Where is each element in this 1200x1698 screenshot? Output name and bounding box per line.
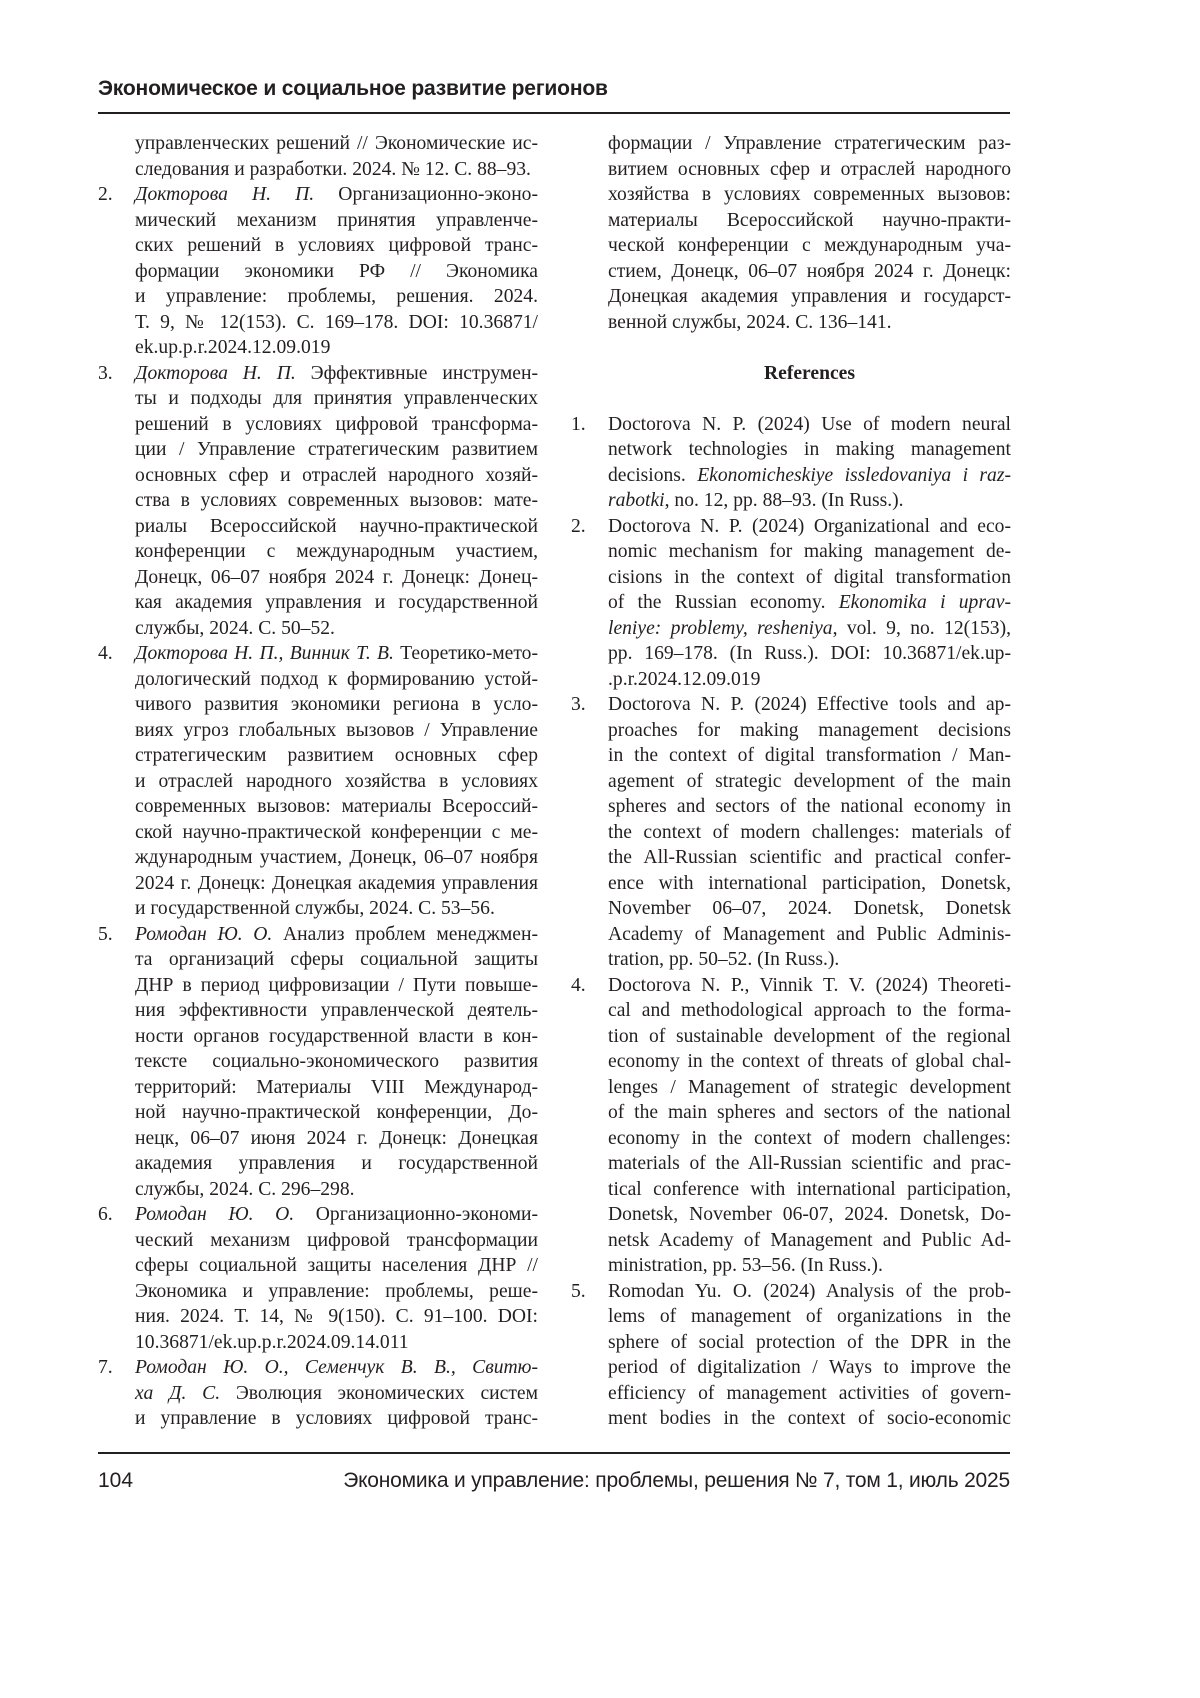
text-segment: nomic mechanism for making management de- (608, 541, 1011, 562)
text-segment: Донецкая академия управления и государст- (608, 286, 1011, 307)
reference-text (135, 922, 538, 1203)
text-segment: Doctorova N. P., Vinnik T. V. (2024) Theoreti- (608, 974, 1011, 996)
text-segment: tical conference with international participation, (608, 1178, 1011, 1200)
text-segment: netsk Academy of Management and Public Ad- (608, 1229, 1011, 1251)
text-segment: ности органов государственной власти в кон- (135, 1025, 538, 1047)
text-line (135, 1228, 538, 1254)
text-line (135, 998, 538, 1024)
reference-text (608, 973, 1011, 1279)
text-line (135, 463, 538, 489)
text-segment: of the main spheres and sectors of the national (608, 1102, 1011, 1123)
footer-divider (98, 1452, 1010, 1454)
text-segment: стием, Донецк, 06–07 ноября 2024 г. Донецк: (608, 260, 1011, 282)
text-segment: службы, 2024. С. 50–52. (135, 617, 335, 639)
text-line (135, 718, 538, 744)
text-segment: сферы социальной защиты населения ДНР // (135, 1255, 538, 1276)
text-segment: конференции с международным участием, (135, 541, 538, 562)
reference-number: 6. (98, 1204, 113, 1225)
text-segment: основных сфер и отраслей народного хозяй- (135, 464, 538, 486)
text-segment: , vol. 9, no. 12(153), (832, 617, 1011, 639)
text-line (135, 488, 538, 514)
text-segment: Организационно-эконо- (314, 184, 538, 205)
reference-entry (98, 182, 538, 361)
text-line (608, 922, 1011, 948)
text-line (135, 590, 538, 616)
text-line (135, 769, 538, 795)
text-line (608, 820, 1011, 846)
text-segment: Donetsk, November 06-07, 2024. Donetsk, Do- (608, 1204, 1011, 1225)
text-segment: ek.up.p.r.2024.12.09.019 (135, 337, 331, 358)
text-line (608, 667, 1011, 693)
text-line (135, 1151, 538, 1177)
text-segment: Т. 9, № 12(153). С. 169–178. DOI: 10.36871/ (135, 311, 538, 333)
text-segment: spheres and sectors of the national economy in (608, 796, 1011, 817)
text-line (608, 1355, 1011, 1381)
text-segment: витием основных сфер и отраслей народного (608, 158, 1011, 180)
text-segment: Анализ проблем менеджмен- (272, 923, 538, 945)
italic-author-or-title: Докторова Н. П. (135, 362, 296, 384)
italic-author-or-title: ха Д. С. (135, 1382, 221, 1404)
text-segment: ческой конференции с международным уча- (608, 235, 1011, 256)
text-line (608, 1279, 1011, 1305)
reference-entry (571, 973, 1011, 1279)
text-segment: решений в условиях цифровой трансформа- (135, 413, 538, 435)
text-segment: и отраслей народного хозяйства в условиях (135, 770, 538, 792)
text-line (608, 284, 1011, 310)
reference-entry (98, 1202, 538, 1355)
text-segment: службы, 2024. С. 296–298. (135, 1178, 355, 1200)
italic-author-or-title: Ромодан Ю. О., Семенчук В. В., Свитю- (135, 1357, 538, 1378)
text-segment: lenges / Management of strategic development (608, 1076, 1011, 1098)
reference-list (98, 182, 538, 1432)
reference-number: 3. (571, 694, 586, 715)
text-segment: ты и подходы для принятия управленческих (135, 388, 538, 409)
reference-entry (98, 1355, 538, 1432)
reference-entry (571, 692, 1011, 973)
text-line (608, 973, 1011, 999)
text-segment: ческий механизм цифровой трансформации (135, 1229, 538, 1251)
text-line (135, 845, 538, 871)
reference-text (135, 182, 538, 361)
text-line (135, 1075, 538, 1101)
text-segment: efficiency of management activities of govern- (608, 1382, 1011, 1404)
text-line (135, 514, 538, 540)
text-segment: sphere of social protection of the DPR in the (608, 1331, 1011, 1353)
right-column (571, 131, 1011, 1432)
reference-text (135, 361, 538, 642)
text-line (608, 1253, 1011, 1279)
text-segment: управленческих решений // Экономические ис- (135, 133, 538, 154)
text-line (608, 1330, 1011, 1356)
text-segment: академия управления и государственной (135, 1153, 538, 1174)
text-line (135, 616, 538, 642)
reference-continuation (571, 131, 1011, 335)
text-line (608, 1024, 1011, 1050)
text-line (608, 769, 1011, 795)
text-line (135, 284, 538, 310)
text-segment: tion of sustainable development of the regional (608, 1025, 1011, 1047)
text-line (135, 1355, 538, 1381)
text-line (608, 131, 1011, 157)
text-line (608, 488, 1011, 514)
reference-text (135, 1202, 538, 1355)
reference-text (135, 131, 538, 182)
reference-entry (98, 641, 538, 922)
text-line (608, 539, 1011, 565)
text-segment: хозяйства в условиях современных вызовов: (608, 184, 1011, 205)
text-line (135, 1279, 538, 1305)
text-segment: agement of strategic development of the main (608, 770, 1011, 792)
reference-number: 1. (571, 413, 586, 435)
text-line (608, 233, 1011, 259)
text-segment: дологический подход к формированию устой- (135, 668, 538, 690)
text-segment: венной службы, 2024. С. 136–141. (608, 311, 892, 333)
text-segment: материалы Всероссийской научно-практи- (608, 209, 1011, 231)
text-segment: та организаций сферы социальной защиты (135, 949, 538, 970)
text-line (608, 998, 1011, 1024)
text-line (135, 437, 538, 463)
text-line (135, 157, 538, 183)
reference-number: 3. (98, 362, 113, 384)
italic-author-or-title: Ekonomicheskiye issledovaniya i raz- (697, 464, 1011, 486)
text-line (135, 233, 538, 259)
text-segment: Romodan Yu. O. (2024) Analysis of the prob- (608, 1280, 1011, 1302)
text-segment: proaches for making management decisions (608, 719, 1011, 741)
text-segment: следования и разработки. 2024. № 12. С. 88–93. (135, 158, 531, 180)
text-line (608, 514, 1011, 540)
text-line (135, 1126, 538, 1152)
text-line (135, 641, 538, 667)
text-segment: , no. 12, pp. 88–93. (In Russ.). (664, 490, 904, 511)
text-segment: Doctorova N. P. (2024) Organizational and eco- (608, 515, 1011, 537)
reference-text (608, 131, 1011, 335)
text-segment: in the context of digital transformation / Man- (608, 745, 1011, 766)
text-line (608, 259, 1011, 285)
text-segment: ной научно-практической конференции, До- (135, 1102, 538, 1123)
reference-continuation (98, 131, 538, 182)
text-line (135, 1304, 538, 1330)
running-head-title: Экономическое и социальное развитие регионов (98, 76, 608, 100)
journal-info: Экономика и управление: проблемы, решения № 7, том 1, июль 2025 (343, 1469, 1010, 1492)
reference-number: 4. (98, 643, 113, 664)
text-line (135, 361, 538, 387)
text-line (135, 794, 538, 820)
text-line (608, 947, 1011, 973)
text-line (608, 845, 1011, 871)
text-line (608, 590, 1011, 616)
text-segment: Academy of Management and Public Adminis- (608, 923, 1011, 945)
reference-entry (98, 361, 538, 642)
text-line (608, 1126, 1011, 1152)
text-line (608, 208, 1011, 234)
italic-author-or-title: Ромодан Ю. О. (135, 923, 273, 945)
text-line (135, 1406, 538, 1432)
text-line (135, 820, 538, 846)
text-segment: the All-Russian scientific and practical confer- (608, 847, 1011, 868)
text-segment: Эффективные инструмен- (295, 362, 538, 384)
text-line (135, 896, 538, 922)
text-segment: кая академия управления и государственной (135, 592, 538, 613)
text-segment: ской научно-практической конференции с ме- (135, 821, 538, 843)
reference-number: 2. (98, 184, 113, 205)
text-line (608, 1228, 1011, 1254)
text-line (135, 1100, 538, 1126)
reference-entry (98, 922, 538, 1203)
text-line (135, 412, 538, 438)
text-line (608, 1100, 1011, 1126)
reference-entry (571, 1279, 1011, 1432)
text-line (135, 539, 538, 565)
text-segment: tration, pp. 50–52. (In Russ.). (608, 949, 840, 970)
text-segment: materials of the All-Russian scientific and prac- (608, 1153, 1011, 1174)
text-segment: Организационно-экономи- (294, 1204, 538, 1225)
text-line (135, 947, 538, 973)
text-segment: Донецк, 06–07 ноября 2024 г. Донецк: Донец- (135, 566, 538, 588)
text-segment: территорий: Материалы VIII Международ- (135, 1076, 538, 1098)
reference-entry (571, 514, 1011, 693)
text-segment: Экономика и управление: проблемы, реше- (135, 1280, 538, 1302)
text-line (135, 208, 538, 234)
reference-number: 5. (98, 923, 113, 945)
text-line (608, 692, 1011, 718)
reference-text (135, 641, 538, 922)
text-segment: и управление в условиях цифровой транс- (135, 1408, 538, 1429)
text-segment: .p.r.2024.12.09.019 (608, 668, 761, 690)
text-line (135, 131, 538, 157)
text-segment: the context of modern challenges: materials of (608, 821, 1011, 843)
text-line (608, 1381, 1011, 1407)
references-list (571, 412, 1011, 1432)
text-segment: ДНР в период цифровизации / Пути повыше- (135, 974, 538, 996)
text-segment: Эволюция экономических систем (220, 1382, 538, 1404)
text-line (608, 1304, 1011, 1330)
italic-author-or-title: Докторова Н. П., Винник Т. В. (135, 643, 394, 664)
text-segment: ждународным участием, Донецк, 06–07 ноября (135, 847, 538, 868)
text-line (608, 157, 1011, 183)
reference-number: 5. (571, 1280, 586, 1302)
text-segment: формации / Управление стратегическим раз- (608, 133, 1011, 154)
text-line (135, 565, 538, 591)
text-segment: cisions in the context of digital transformation (608, 566, 1011, 588)
text-line (608, 1406, 1011, 1432)
text-segment: Теоретико-мето- (393, 643, 538, 664)
text-segment: ence with international participation, Donetsk, (608, 872, 1011, 894)
text-segment: ministration, pp. 53–56. (In Russ.). (608, 1255, 883, 1276)
text-segment: economy in the context of threats of global chal- (608, 1051, 1011, 1072)
reference-number: 2. (571, 515, 586, 537)
text-line (608, 1177, 1011, 1203)
italic-author-or-title: Докторова Н. П. (135, 184, 315, 205)
italic-author-or-title: Ekonomika i uprav- (838, 592, 1011, 613)
text-line (608, 896, 1011, 922)
text-segment: виях угроз глобальных вызовов / Управление (135, 719, 538, 741)
text-segment: ских решений в условиях цифровой транс- (135, 235, 538, 256)
text-segment: 10.36871/ek.up.p.r.2024.09.14.011 (135, 1331, 409, 1353)
text-segment: ment bodies in the context of socio-economic (608, 1408, 1011, 1429)
reference-text (135, 1355, 538, 1432)
text-line (608, 182, 1011, 208)
text-line (135, 1202, 538, 1228)
text-line (135, 386, 538, 412)
text-line (135, 692, 538, 718)
text-segment: network technologies in making management (608, 439, 1011, 460)
text-line (135, 667, 538, 693)
text-line (608, 1075, 1011, 1101)
text-line (135, 871, 538, 897)
text-line (608, 463, 1011, 489)
text-line (608, 1049, 1011, 1075)
text-segment: стратегическим развитием основных сфер (135, 745, 538, 766)
text-line (135, 1049, 538, 1075)
text-segment: pp. 169–178. (In Russ.). DOI: 10.36871/ek.up- (608, 643, 1011, 664)
text-line (608, 437, 1011, 463)
text-segment: Doctorova N. P. (2024) Effective tools and ap- (608, 694, 1011, 715)
italic-author-or-title: rabotki (608, 490, 665, 511)
text-line (135, 1381, 538, 1407)
reference-text (608, 514, 1011, 693)
text-line (608, 1202, 1011, 1228)
italic-author-or-title: Ромодан Ю. О. (135, 1204, 295, 1225)
text-line (608, 565, 1011, 591)
text-line (608, 871, 1011, 897)
header-divider (98, 112, 1010, 114)
reference-text (608, 412, 1011, 514)
text-segment: cal and methodological approach to the forma- (608, 1000, 1011, 1021)
text-segment: и управление: проблемы, решения. 2024. (135, 286, 538, 307)
text-segment: современных вызовов: материалы Всероссий- (135, 796, 538, 817)
text-segment: ния. 2024. Т. 14, № 9(150). С. 91–100. DOI: (135, 1306, 538, 1327)
text-segment: формации экономики РФ // Экономика (135, 260, 538, 282)
reference-number: 4. (571, 974, 586, 996)
text-line (608, 310, 1011, 336)
text-segment: of the Russian economy. (608, 592, 839, 613)
italic-author-or-title: leniye: problemy, resheniya (608, 617, 833, 639)
text-segment: тексте социально-экономического развития (135, 1051, 538, 1072)
reference-entry (571, 412, 1011, 514)
text-segment: period of digitalization / Ways to improve the (608, 1357, 1011, 1378)
text-segment: мический механизм принятия управленче- (135, 209, 538, 231)
text-line (135, 182, 538, 208)
text-line (608, 743, 1011, 769)
text-line (608, 616, 1011, 642)
text-line (608, 641, 1011, 667)
text-segment: 2024 г. Донецк: Донецкая академия управления (135, 872, 538, 894)
text-segment: ния эффективности управленческой деятель- (135, 1000, 538, 1021)
text-line (135, 1330, 538, 1356)
text-line (135, 335, 538, 361)
text-segment: риалы Всероссийской научно-практической (135, 515, 538, 537)
text-segment: нецк, 06–07 июня 2024 г. Донецк: Донецкая (135, 1127, 538, 1149)
text-segment: Doctorova N. P. (2024) Use of modern neural (608, 413, 1011, 435)
text-line (135, 1177, 538, 1203)
text-line (608, 1151, 1011, 1177)
text-segment: lems of management of organizations in the (608, 1306, 1011, 1327)
reference-text (608, 692, 1011, 973)
references-heading: References (763, 362, 856, 384)
page-number: 104 (98, 1469, 134, 1492)
text-segment: decisions. (608, 464, 698, 486)
text-line (135, 1024, 538, 1050)
text-line (135, 1253, 538, 1279)
text-line (135, 922, 538, 948)
text-segment: November 06–07, 2024. Donetsk, Donetsk (608, 898, 1011, 919)
text-segment: economy in the context of modern challenges: (608, 1127, 1011, 1149)
left-column (98, 131, 538, 1432)
text-segment: и государственной службы, 2024. С. 53–56. (135, 898, 495, 919)
text-segment: ства в условиях современных вызовов: мате- (135, 490, 538, 511)
text-line (135, 743, 538, 769)
text-segment: ции / Управление стратегическим развитием (135, 439, 538, 460)
text-line (135, 973, 538, 999)
text-line (608, 718, 1011, 744)
reference-number: 7. (98, 1357, 113, 1378)
text-line (608, 794, 1011, 820)
text-line (135, 259, 538, 285)
text-line (608, 412, 1011, 438)
reference-text (608, 1279, 1011, 1432)
text-line (135, 310, 538, 336)
text-segment: чивого развития экономики региона в усло- (135, 694, 538, 715)
